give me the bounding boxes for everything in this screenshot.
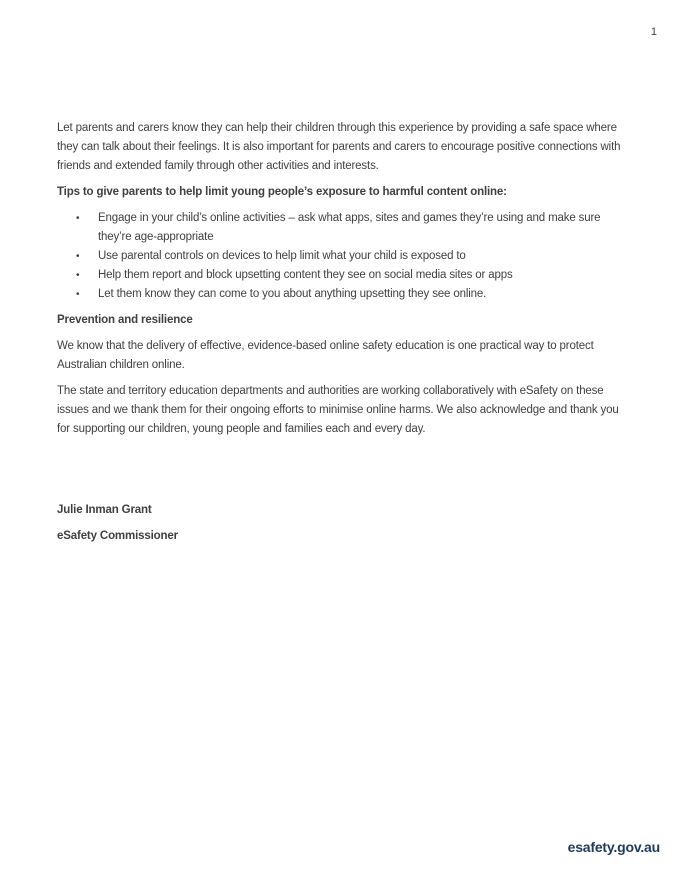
acknowledgement-paragraph: The state and territory education departments and authorities are working collaboratively with eSafety on these issues and we thank them for their ongoing efforts to minimise online harms. We also acknowledge and thank you for supporting our children, young people and families each and every day. [57,385,619,435]
tip-item-text: Let them know they can come to you about anything upsetting they see online. [98,288,487,300]
letter-body [57,119,631,553]
tips-list [57,209,631,304]
signature-title: eSafety Commissioner [57,530,178,542]
signature-name: Julie Inman Grant [57,504,152,516]
tip-item-text: Engage in your child’s online activities – ask what apps, sites and games they’re using and make sure they’re age-appropriate [98,212,601,243]
page-number: 1 [650,26,657,38]
bullet-icon: • [76,270,80,281]
tip-item-text: Help them report and block upsetting content they see on social media sites or apps [98,269,513,281]
footer-site-link[interactable]: esafety.gov.au [567,839,660,855]
tip-item-text: Use parental controls on devices to help limit what your child is exposed to [98,250,466,262]
bullet-icon: • [76,289,80,300]
tip-item [57,209,631,247]
intro-paragraph: Let parents and carers know they can help their children through this experience by providing a safe space where they can talk about their feelings. It is also important for parents and carers to encourage positive connections with friends and extended family through other activities and interests. [57,122,621,172]
bullet-icon: • [76,213,80,224]
bullet-icon: • [76,251,80,262]
tip-item [57,285,631,304]
tip-item [57,266,631,285]
tip-item [57,247,631,266]
prevention-paragraph: We know that the delivery of effective, evidence-based online safety education is one practical way to protect Australian children online. [57,340,594,371]
tips-heading: Tips to give parents to help limit young people’s exposure to harmful content online: [57,186,507,198]
prevention-heading: Prevention and resilience [57,314,193,326]
